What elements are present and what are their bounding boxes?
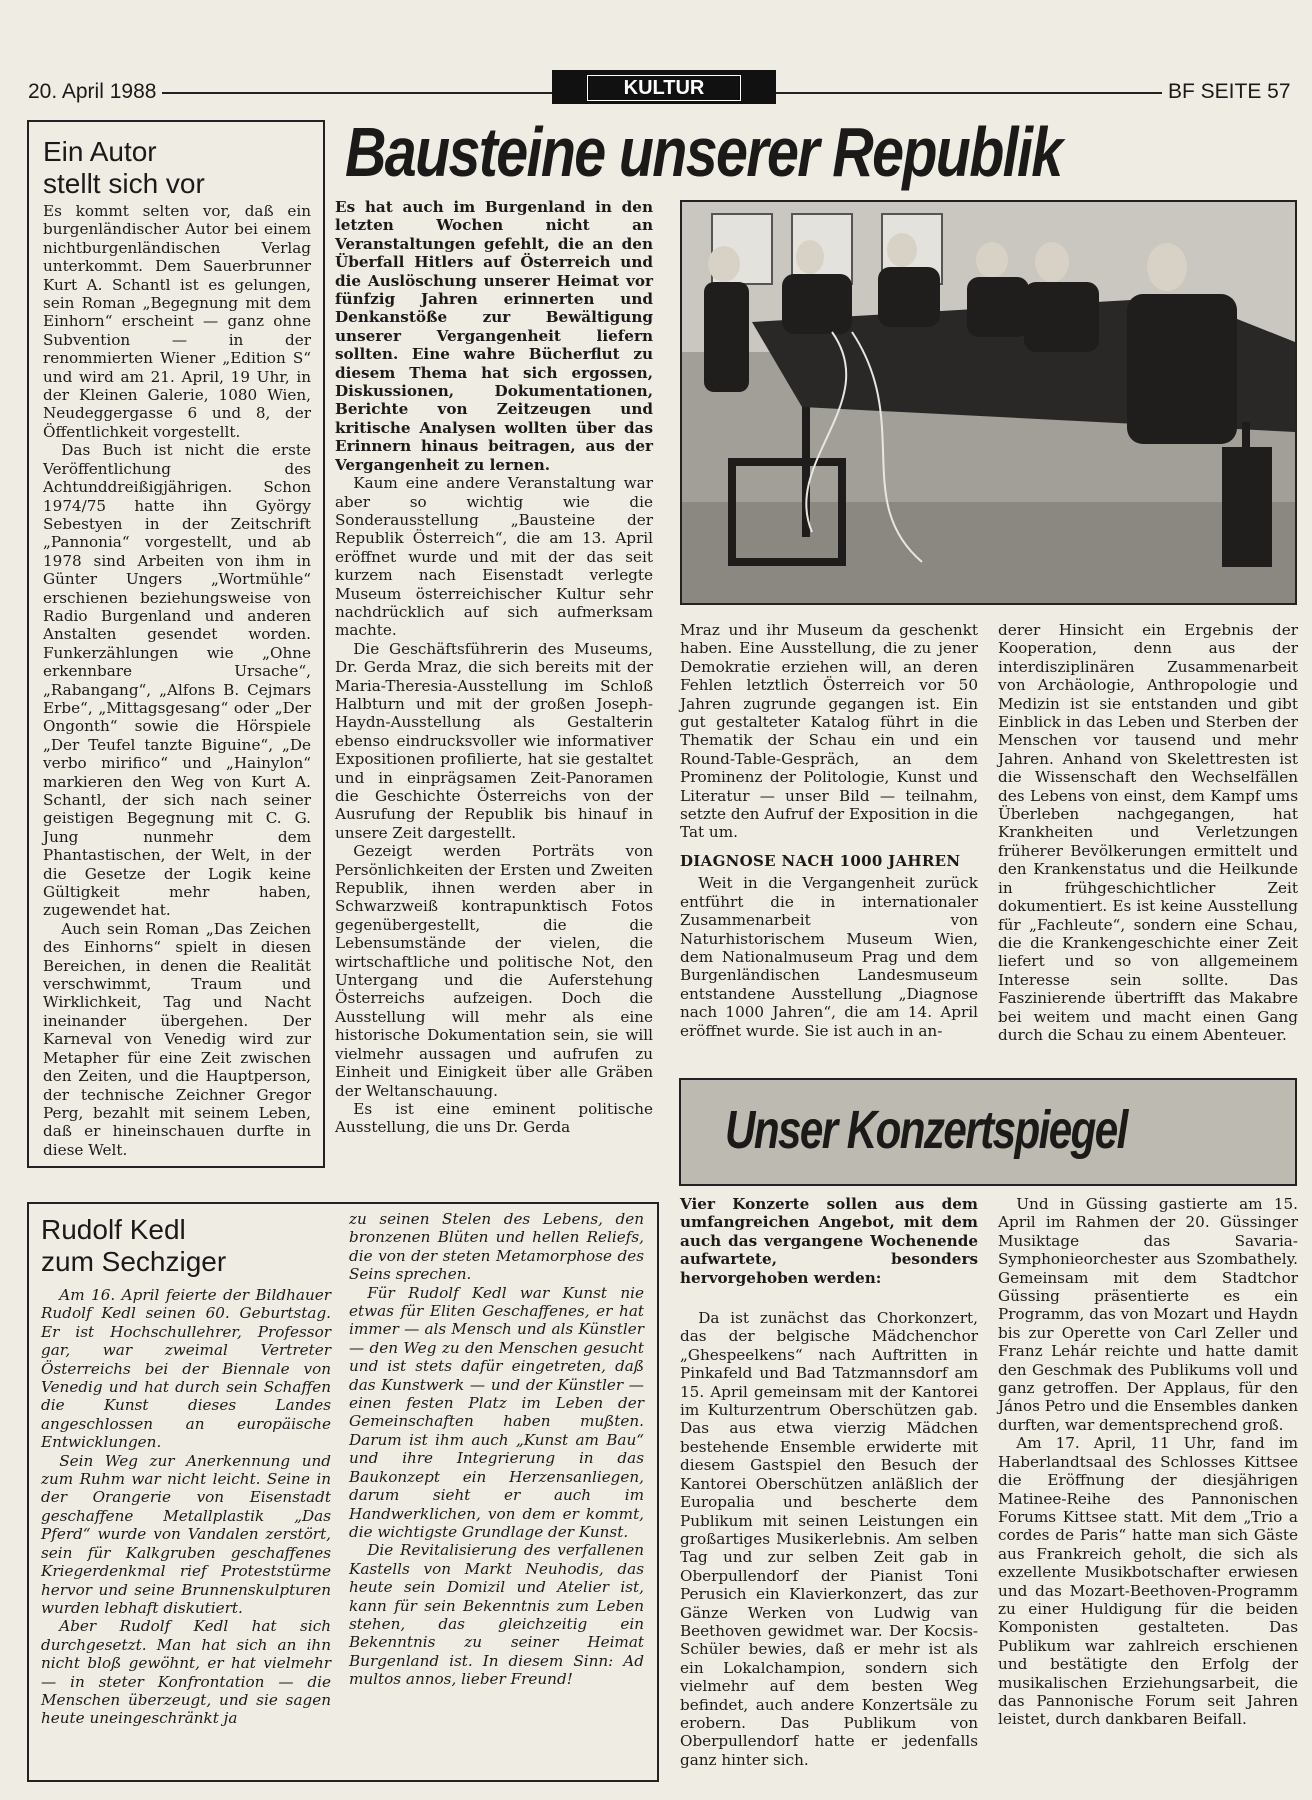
kedl-col2 — [349, 1210, 644, 1689]
paragraph: Es ist eine eminent politische Ausstellung, die uns Dr. Gerda — [335, 1099, 653, 1137]
paragraph: zu seinen Stelen des Lebens, den bronzenen Blüten und hellen Reliefs, die von der steten Metamorphose des Seins sprechen. — [349, 1210, 644, 1284]
kedl-title-line1: Rudolf Kedl — [41, 1214, 186, 1245]
issue-date: 20. April 1988 — [28, 80, 157, 103]
konzert-lead: Vier Konzerte sollen aus dem umfangreichen Angebot, mit dem auch das vergangene Wochenende aufwartete, besonders hervorgehoben werden: — [680, 1195, 978, 1287]
paragraph: Kaum eine andere Veranstaltung war aber so wichtig wie die Sonderausstellung „Bausteine der Republik Österreich“, die am 13. April eröffnet wurde und mit der das seit kurzem nach Eisenstadt verlegte Museum österreichischer Kultur sehr nachdrücklich auf sich aufmerksam machte. — [335, 474, 653, 640]
diagnose-subhead: DIAGNOSE NACH 1000 JAHREN — [680, 851, 961, 870]
paragraph: Am 16. April feierte der Bildhauer Rudolf Kedl seinen 60. Geburtstag. Er ist Hochschullehrer, Professor gar, war zweimal Vertreter Österreichs bei der Biennale von Venedig und hat durch sein Schaffen die Kunst dieses Landes angeschlossen an europäische Entwicklungen. — [41, 1286, 331, 1452]
autor-box — [27, 120, 325, 1168]
paragraph: Am 17. April, 11 Uhr, fand im Haberlandtsaal des Schlosses Kittsee die Eröffnung der diesjährigen Matinee-Reihe des Pannonischen Forums Kittsee statt. Mit dem „Trio a cordes de Paris“ hatte man sich Gäste aus Frankreich geholt, die sich als exzellente Musikbotschafter erwiesen und das Mozart-Beethoven-Programm zu einer Huldigung für die beiden Komponisten gestalteten. Das Publikum war zahlreich erschienen und bestätigte den Erfolg der musikalischen Erziehungsarbeit, die das Pannonische Forum seit Jahren leistet, durch dankbaren Beifall. — [998, 1434, 1298, 1729]
autor-title-line2: stellt sich vor — [43, 168, 205, 199]
kedl-title-line2: zum Sechziger — [41, 1246, 227, 1277]
paragraph: Es kommt selten vor, daß ein burgenländischer Autor bei einem nichtburgenländischen Verlag unterkommt. Dem Sauerbrunner Kurt A. Schantl ist es gelungen, sein Roman „Begegnung mit dem Einhorn“ erscheint — ganz ohne Subvention — in der renommierten Wiener „Edition S“ und wird am 21. April, 19 Uhr, in der Kleinen Galerie, 1080 Wien, Neudeggergasse 6 und 8, der Öffentlichkeit vorgestellt. — [43, 202, 311, 441]
paragraph: Gezeigt werden Porträts von Persönlichkeiten der Ersten und Zweiten Republik, ihnen werden aber in Schwarzweiß kontrapunktisch Fotos gegenübergestellt, die die Lebensumstände der vielen, die wirtschaftliche und politische Not, den Untergang und die Auferstehung Österreichs aufzeigen. Doch die Ausstellung will mehr als eine historische Dokumentation sein, sie will vielmehr aussagen und aufrufen zu Einheit und Einigkeit über alle Gräben der Weltanschauung. — [335, 842, 653, 1100]
header-rule-left — [162, 92, 552, 94]
kedl-col1 — [41, 1286, 331, 1728]
paragraph: Die Revitalisierung des verfallenen Kastells von Markt Neuhodis, das heute sein Domizil und Atelier ist, kann für sein Bekenntnis zum Leben stehen, das gleichzeitig ein Bekenntnis zu seiner Heimat Burgenland ist. In diesem Sinn: Ad multos annos, lieber Freund! — [349, 1541, 644, 1689]
paragraph: Die Geschäftsführerin des Museums, Dr. Gerda Mraz, die sich bereits mit der Maria-Theresia-Ausstellung im Schloß Halbturn und mit der großen Joseph-Haydn-Ausstellung als Gestalterin ebenso eindrucksvoller wie informativer Expositionen profilierte, hat sie gestaltet und in einprägsamen Zeit-Panoramen die Geschichte Österreichs von der Ausrufung der Republik bis hinauf in unsere Zeit dargestellt. — [335, 639, 653, 842]
paragraph: Aber Rudolf Kedl hat sich durchgesetzt. Man hat sich an ihn nicht bloß gewöhnt, er hat vielmehr — in steter Konfrontation — die Menschen überzeugt, und sie sagen heute uneingeschränkt ja — [41, 1617, 331, 1728]
paragraph: derer Hinsicht ein Ergebnis der Kooperation, denn aus der interdisziplinären Zusammenarbeit von Archäologie, Anthropologie und Medizin ist sie entstanden und gibt Einblick in das Leben und Sterben der Menschen vor tausend und mehr Jahren. Anhand von Skelettresten ist die Wissenschaft den Wechselfällen des Lebens von einst, dem Kampf ums Überleben nachgegangen, hat Krankheiten und Verletzungen früherer Bevölkerungen ermittelt und den Krankenstatus und die Heilkunde in frühgeschichtlicher Zeit dokumentiert. Es ist keine Ausstellung für „Fachleute“, sondern eine Schau, die die Krankengeschichte einer Zeit liefert und so von allgemeinem Interesse sein sollte. Das Faszinierende übertrifft das Makabre bei weitem und macht einen Gang durch die Schau zu einem Abenteuer. — [998, 621, 1298, 1044]
paragraph: Sein Weg zur Anerkennung und zum Ruhm war nicht leicht. Seine in der Orangerie von Eisenstadt geschaffene Metallplastik „Das Pferd“ wurde von Vandalen zerstört, sein für Kalkgruben geschaffenes Kriegerdenkmal rief Proteststürme hervor und seine Brunnenskulpturen wurden lebhaft diskutiert. — [41, 1451, 331, 1617]
bausteine-headline: Bausteine unserer Republik — [345, 113, 1062, 191]
page-number: BF SEITE 57 — [1168, 80, 1291, 103]
paragraph: Und in Güssing gastierte am 15. April im Rahmen der 20. Güssinger Musiktage das Savaria-Symphonieorchester aus Szombathely. Gemeinsam mit dem Stadtchor Güssing präsentierte es ein Programm, das von Mozart und Haydn bis zur Operette von Carl Zeller und Franz Lehár reichte und hatte damit den Geschmak des Publikums voll und ganz getroffen. Der Applaus, für den János Petro und die Ensembles danken durften, war dementsprechend groß. — [998, 1195, 1298, 1434]
paragraph: Weit in die Vergangenheit zurück entführt die in internationaler Zusammenarbeit von Naturhistorischem Museum Wien, dem Nationalmuseum Prag und dem Burgenländischen Landesmuseum entstandene Ausstellung „Diagnose nach 1000 Jahren“, die am 14. April eröffnet wurde. Sie ist auch in an- — [680, 874, 978, 1040]
photo-illustration — [682, 202, 1295, 603]
konzert-headline-box — [679, 1078, 1297, 1186]
round-table-photo — [680, 200, 1297, 605]
paragraph: Das Buch ist nicht die erste Veröffentlichung des Achtunddreißigjährigen. Schon 1974/75 hatte ihn György Sebestyen in der Zeitschrift „Pannonia“ vorgestellt, und ab 1978 sind Arbeiten von ihm in Günter Ungers „Wortmühle“ erschienen beziehungsweise von Radio Burgenland und anderen Anstalten gesendet worden. Funkerzählungen wie „Ohne erkennbare Ursache“, „Rabangang“, „Alfons B. Cejmars Erbe“, „Mittagsgesang“ oder „Der Ongonth“ sowie die Hörspiele „Der Teufel tanzte Biguine“, „De verbo mirifico“ und „Hainylon“ markieren den Weg von Kurt A. Schantl, der sich nach seiner geistigen Begegnung mit C. G. Jung nunmehr dem Phantastischen, der Welt, in der die Gesetze der Logik keine Gültigkeit mehr haben, zugewendet hat. — [43, 441, 311, 920]
konzert-col2 — [998, 1195, 1298, 1729]
autor-text — [43, 202, 311, 1159]
kedl-box — [27, 1202, 659, 1782]
paragraph: Da ist zunächst das Chorkonzert, das der belgische Mädchenchor „Ghespeelkens“ nach Auftritten in Pinkafeld und Bad Tatzmannsdorf am 15. April gemeinsam mit der Kantorei im Kulturzentrum Oberschützen gab. Das aus etwa vierzig Mädchen bestehende Ensemble erwiderte mit diesem Gastspiel den Besuch der Kantorei Oberschützen anläßlich der Europalia und bescherte dem Publikum mit seinen Leistungen ein großartiges Musikerlebnis. Am selben Tag und zur selben Zeit gab in Oberpullendorf der Pianist Toni Perusich ein Klavierkonzert, das zur Gänze Werken von Ludwig van Beethoven gewidmet war. Der Kocsis-Schüler bewies, daß er mehr ist als ein Lokalchampion, sondern sich vielmehr auf dem besten Weg befindet, auch andere Konzertsäle zu erobern. Das Publikum von Oberpullendorf hatte er jedenfalls ganz hinter sich. — [680, 1309, 978, 1769]
paragraph: Für Rudolf Kedl war Kunst nie etwas für Eliten Geschaffenes, er hat immer — als Mensch und als Künstler — den Weg zu den Menschen gesucht und ist stets dafür eingetreten, daß das Kunstwerk — und der Künstler — einen festen Platz im Leben der Gemeinschaften haben mußten. Darum ist ihm auch „Kunst am Bau“ und ihre Integrierung in das Baukonzept ein Herzensanliegen, darum sieht er auch im Handwerklichen, von dem er kommt, die wichtigste Grundlage der Kunst. — [349, 1283, 644, 1541]
paragraph: Mraz und ihr Museum da geschenkt haben. Eine Ausstellung, die zu jener Demokratie erziehen will, an deren Fehlen letztlich Österreich vor 50 Jahren zugrunde gegangen ist. Ein gut gestalteter Katalog führt in die Thematik der Schau ein und ein Round-Table-Gespräch, an dem Prominenz der Politologie, Kunst und Literatur — unser Bild — teilnahm, setzte den Aufruf der Exposition in die Tat um. — [680, 621, 978, 842]
bausteine-col1 — [335, 198, 653, 1137]
bausteine-col3 — [998, 621, 1298, 1044]
header-rule-right — [776, 92, 1162, 94]
autor-title-line1: Ein Autor — [43, 136, 157, 167]
section-label: KULTUR — [552, 70, 776, 104]
bausteine-col2 — [680, 621, 978, 1040]
paragraph: Auch sein Roman „Das Zeichen des Einhorns“ spielt in diesen Bereichen, in denen die Realität verschwimmt, Traum und Wirklichkeit, Tag und Nacht ineinander übergehen. Der Karneval von Venedig wird zur Metapher für eine Zeit zwischen den Zeiten, und die Hauptperson, der technische Zeichner Gregor Perg, bezahlt mit seinem Leben, daß er hineinschauen durfte in diese Welt. — [43, 919, 311, 1159]
bausteine-lead: Es hat auch im Burgenland in den letzten Wochen nicht an Veranstaltungen gefehlt, die an den Überfall Hitlers auf Österreich und die Auslöschung unserer Heimat vor fünfzig Jahren erinnerten und Denkanstöße zur Bewältigung unserer Vergangenheit liefern sollten. Eine wahre Bücherflut zu diesem Thema hat sich ergossen, Diskussionen, Dokumentationen, Berichte von Zeitzeugen und kritische Analysen wollten über das Erinnern hinaus beitragen, aus der Vergangenheit zu lernen. — [335, 198, 653, 474]
konzert-col1 — [680, 1195, 978, 1769]
konzert-headline: Unser Konzertspiegel — [725, 1100, 1127, 1160]
